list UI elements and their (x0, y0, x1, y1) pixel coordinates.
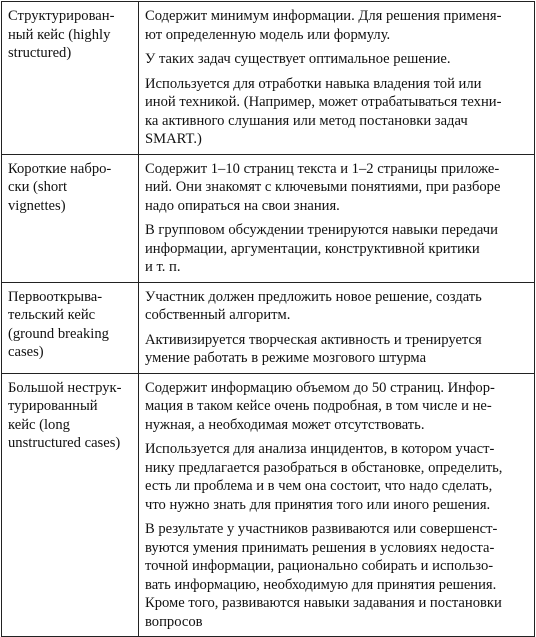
text-line: ний. Они знакомят с ключевыми понятиями, при разборе (145, 179, 501, 195)
text-line: нику предлагается разобраться в обстановке, определить, (145, 459, 503, 476)
text-line: мация в таком кейсе очень подробная, в том числе и не- (145, 398, 492, 414)
case-type-description (139, 282, 535, 373)
text-line: ски (short (8, 179, 68, 195)
paragraph (145, 520, 528, 631)
case-type-name (2, 373, 139, 637)
text-line: unstructured cases) (8, 435, 121, 451)
table-row (2, 2, 535, 155)
text-line: Большой неструк- (8, 379, 122, 396)
text-line: умение работать в режиме мозгового штурма (145, 350, 427, 366)
text-line: надо опираться на свои знания. (145, 197, 340, 214)
text-line: Используется для анализа инцидентов, в котором участ- (145, 441, 495, 457)
text-line: В групповом обсуждении тренируются навыки передачи (145, 222, 498, 238)
text-line: информации, аргументации, конструктивной критики (145, 240, 480, 257)
text-line: Короткие набро- (8, 160, 112, 177)
case-types-table (1, 1, 535, 637)
paragraph (145, 160, 528, 216)
case-type-name (2, 2, 139, 155)
text-line: Структурирован- (8, 8, 115, 24)
paragraph (145, 50, 528, 69)
text-line: Кроме того, развиваются навыки задавания и постановки (145, 595, 502, 611)
text-line: Содержит минимум информации. Для решения применя- (145, 8, 502, 24)
text-line: У таких задач существует оптимальное решение. (145, 51, 451, 67)
paragraph (145, 331, 528, 368)
case-type-description (139, 2, 535, 155)
text-line: Активизируется творческая активность и тренируется (145, 331, 482, 348)
paragraph (145, 379, 528, 435)
text-line: Используется для отработки навыка владения той или (145, 75, 482, 92)
text-line: Участник должен предложить новое решение, создать (145, 288, 482, 305)
case-type-name (2, 154, 139, 282)
text-line: vignettes) (8, 197, 66, 214)
text-line: что нужно знать для принятия того или иного решения. (145, 496, 491, 513)
text-line: Первооткрыва- (8, 288, 103, 305)
paragraph (145, 440, 528, 514)
text-line: точной информации, рационально собирать и использо- (145, 558, 494, 574)
text-line: ют определенную модель или формулу. (145, 26, 391, 43)
text-line: SMART.) (145, 131, 202, 147)
text-line: Содержит 1–10 страниц текста и 1–2 страницы приложе- (145, 160, 500, 177)
text-line: иной техникой. (Например, может отрабатываться техни- (145, 94, 502, 110)
text-line: и т. п. (145, 259, 181, 275)
paragraph (145, 288, 528, 325)
table-row (2, 373, 535, 637)
text-line: cases) (8, 344, 44, 360)
text-line: нужная, а необходимая может отсутствовать. (145, 416, 425, 433)
text-line: Содержит информацию объемом до 50 страниц. Инфор- (145, 379, 495, 396)
paragraph (145, 7, 528, 44)
text-line: ный кейс (highly (8, 26, 111, 43)
text-line: собственный алгоритм. (145, 307, 291, 323)
case-type-description (139, 373, 535, 637)
text-line: В результате у участников развиваются или совершенст- (145, 521, 498, 537)
text-line: тельский кейс (8, 307, 96, 323)
text-line: есть ли проблема и в чем она состоит, что надо сделать, (145, 478, 493, 494)
text-line: structured) (8, 45, 72, 61)
text-line: (ground breaking (8, 325, 109, 342)
text-line: турированный (8, 398, 98, 414)
table-row (2, 282, 535, 373)
text-line: вать информацию, необходимую для принятия решения. (145, 576, 497, 593)
text-line: вопросов (145, 613, 203, 630)
table-row (2, 154, 535, 282)
text-line: ка активного слушания или метод постановки задач (145, 112, 468, 129)
case-type-description (139, 154, 535, 282)
paragraph (145, 221, 528, 277)
paragraph (145, 75, 528, 149)
text-line: кейс (long (8, 416, 70, 433)
case-type-name (2, 282, 139, 373)
text-line: вуются умения принимать решения в условиях недоста- (145, 539, 495, 556)
